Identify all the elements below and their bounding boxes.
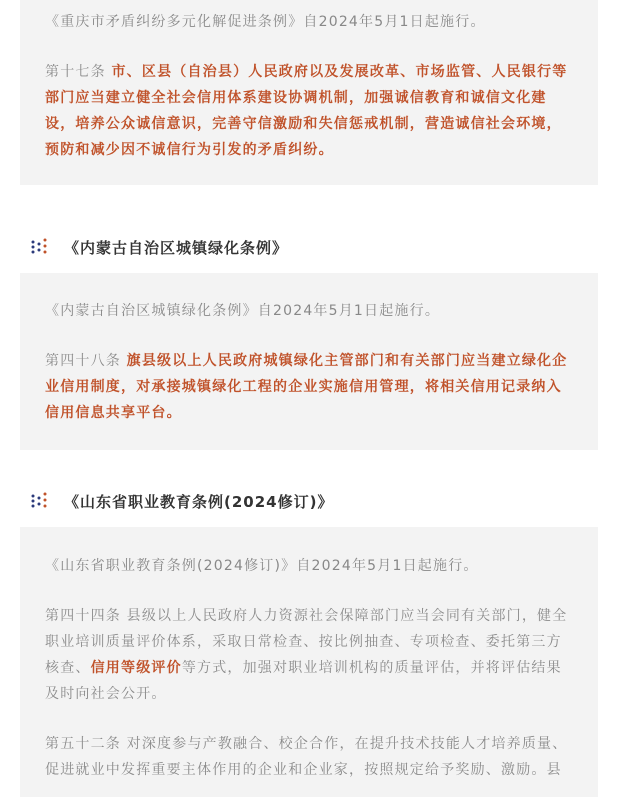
article-text: 县级以上人民政府人力资源社会保障部门应当会同有关部门，健全职业培训质量评价体系，采取日常检查、按比例抽查、专项检查、委托第三方核查、 — [45, 608, 568, 676]
article-highlight-text: 信用等级评价 — [90, 660, 182, 676]
article-number: 第十七条 — [45, 64, 106, 80]
article-card-shandong — [20, 527, 598, 797]
article-text: 对深度参与产教融合、校企合作，在提升技术技能人才培养质量、促进就业中发挥重要主体作用的企业和企业家，按照规定给予奖励、激励。县 — [45, 736, 568, 778]
article-highlight-text: 旗县级以上人民政府城镇绿化主管部门和有关部门应当建立绿化企业信用制度，对承接城镇绿化工程的企业实施信用管理，将相关信用记录纳入信用信息共享平台。 — [45, 353, 568, 421]
article-number: 第四十四条 — [45, 608, 121, 624]
article-highlight-text: 市、区县（自治县）人民政府以及发展改革、市场监管、人民银行等部门应当建立健全社会信用体系建设协调机制，加强诚信教育和诚信文化建设，培养公众诚信意识，完善守信激励和失信惩戒机制，营造诚信社会环境，预防和减少因不诚信行为引发的矛盾纠纷。 — [45, 64, 568, 158]
article-text: 等方式，加强对职业培训机构的质量评估，并将评估结果及时向社会公开。 — [45, 660, 562, 702]
article-card-neimenggu — [20, 273, 598, 450]
section-header-neimenggu — [30, 235, 288, 259]
article-paragraph — [45, 603, 573, 707]
card-intro: 《重庆市矛盾纠纷多元化解促进条例》自2024年5月1日起施行。 — [45, 14, 486, 30]
article-paragraph — [45, 731, 573, 783]
article-paragraph — [45, 348, 573, 426]
article-paragraph — [45, 59, 573, 163]
article-card-chongqing — [20, 0, 598, 185]
card-intro: 《山东省职业教育条例(2024修订)》自2024年5月1日起施行。 — [45, 558, 479, 574]
article-number: 第五十二条 — [45, 736, 121, 752]
dots-grid-icon — [30, 238, 48, 256]
section-header-shandong — [30, 489, 333, 513]
section-title: 《内蒙古自治区城镇绿化条例》 — [64, 238, 289, 257]
card-intro: 《内蒙古自治区城镇绿化条例》自2024年5月1日起施行。 — [45, 303, 441, 319]
section-title: 《山东省职业教育条例(2024修订)》 — [64, 492, 334, 511]
dots-grid-icon — [30, 492, 48, 510]
article-number: 第四十八条 — [45, 353, 121, 369]
